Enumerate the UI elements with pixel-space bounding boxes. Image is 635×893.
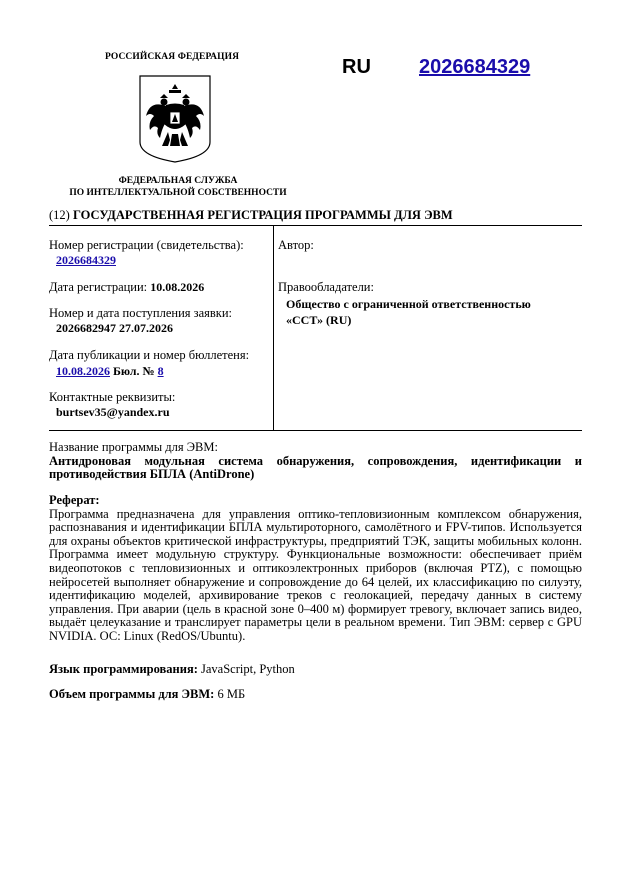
- heading-divider: [49, 225, 582, 226]
- size-value: 6 МБ: [217, 687, 246, 701]
- bulletin-number-link[interactable]: 8: [157, 364, 164, 378]
- program-name-block: [49, 441, 582, 482]
- reg-date-label: Дата регистрации:: [49, 280, 148, 294]
- coat-of-arms-emblem: [136, 72, 214, 166]
- table-bottom-divider: [49, 430, 582, 431]
- agency-line-1: ФЕДЕРАЛЬНАЯ СЛУЖБА: [118, 176, 238, 186]
- size-label: Объем программы для ЭВМ:: [49, 687, 215, 701]
- abstract-label: Реферат:: [49, 493, 100, 507]
- publication-row: [56, 364, 164, 378]
- registration-number-link[interactable]: 2026684329: [419, 56, 531, 78]
- reg-number-link[interactable]: 2026684329: [56, 253, 116, 267]
- program-name-value: Антидроновая модульная система обнаружения, сопровождения, идентификации и противодействия БПЛА (AntiDrone): [49, 453, 582, 482]
- reg-number-label: Номер регистрации (свидетельства):: [49, 238, 244, 252]
- bulletin-label: Бюл. №: [113, 364, 155, 378]
- heading-code: (12): [49, 208, 70, 222]
- contacts-value: burtsev35@yandex.ru: [56, 405, 170, 419]
- holders-label: Правообладатели:: [278, 280, 374, 294]
- holder-line-2: «ССТ» (RU): [286, 313, 352, 327]
- holder-line-1: Общество с ограниченной ответственностью: [286, 297, 531, 311]
- agency-name: [60, 175, 296, 199]
- country-name: РОССИЙСКАЯ ФЕДЕРАЦИЯ: [105, 52, 240, 62]
- language-row: [49, 663, 582, 677]
- country-code: RU: [342, 56, 371, 78]
- publication-date-link[interactable]: 10.08.2026: [56, 364, 110, 378]
- column-divider: [273, 226, 274, 430]
- application-label: Номер и дата поступления заявки:: [49, 306, 233, 320]
- language-value: JavaScript, Python: [201, 662, 295, 676]
- abstract-text: Программа предназначена для управления оптико-тепловизионным комплексом обнаружения, распознавания и идентификации БПЛА мультироторного, самолётного и FPV-типов. Используется для охраны объектов критической инфраструктуры, предприятий ТЭК, защиты мобильных колонн. Программа имеет модульную структуру. Функциональные возможности: обеспечивает приём видеопотоков с тепловизионных и оптикоэлектронных приборов (включая PTZ), с помощью нейросетей выполняет обнаружение и сопровождение до 64 целей, их классификацию по силуэту, идентификацию моделей, архивирование треков с геолокацией, передачу данных в систему управления. При аварии (цель в красной зоне 0–400 м) формирует тревогу, включает запись видео, выдаёт целеуказание и транслирует параметры цели в реальном времени. Тип ЭВМ: сервер с GPU NVIDIA. ОС: Linux (RedOS/Ubuntu).: [49, 506, 582, 643]
- size-row: [49, 688, 582, 702]
- publication-label: Дата публикации и номер бюллетеня:: [49, 348, 250, 362]
- reg-date-value: 10.08.2026: [150, 280, 205, 294]
- language-label: Язык программирования:: [49, 662, 198, 676]
- application-value: 2026682947 27.07.2026: [56, 321, 173, 335]
- reg-date-row: [49, 280, 204, 294]
- author-label: Автор:: [278, 238, 314, 252]
- contacts-label: Контактные реквизиты:: [49, 390, 176, 404]
- program-name-label: Название программы для ЭВМ:: [49, 440, 218, 454]
- agency-line-2: ПО ИНТЕЛЛЕКТУАЛЬНОЙ СОБСТВЕННОСТИ: [69, 188, 287, 198]
- abstract-block: [49, 494, 582, 644]
- heading-title: ГОСУДАРСТВЕННАЯ РЕГИСТРАЦИЯ ПРОГРАММЫ ДЛЯ ЭВМ: [72, 208, 453, 222]
- document-heading: [49, 208, 453, 223]
